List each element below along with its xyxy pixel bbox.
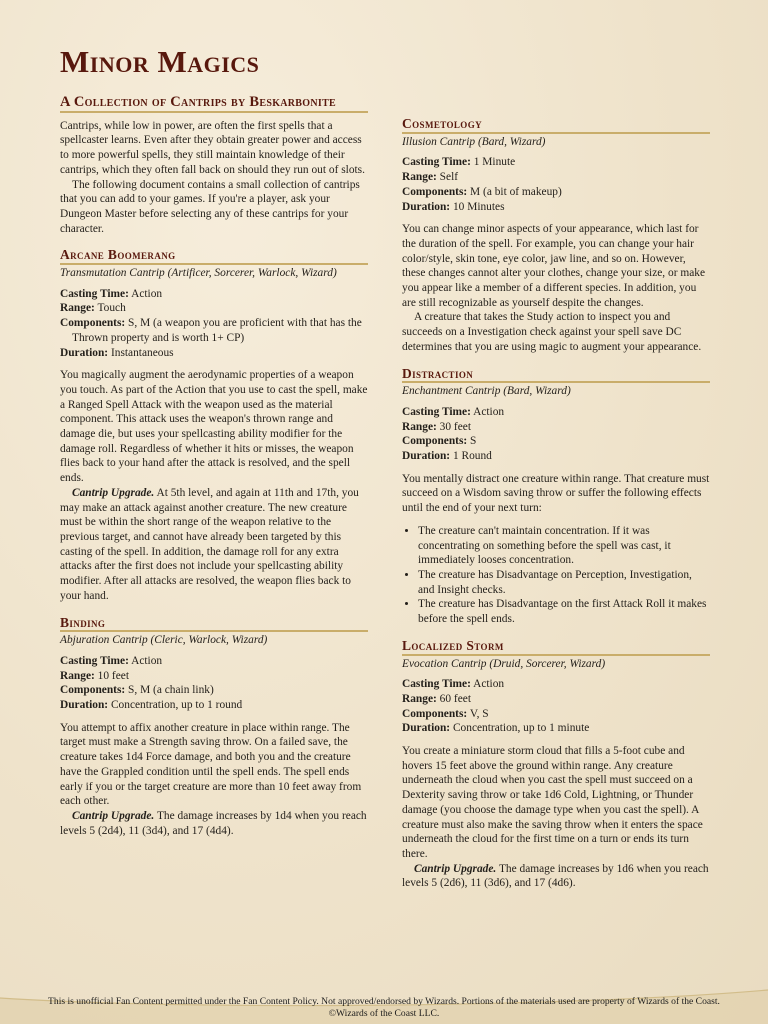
spell-name: Cosmetology xyxy=(402,117,710,134)
spell-name: Binding xyxy=(60,616,368,633)
casting-time-label: Casting Time: xyxy=(402,405,471,418)
left-column xyxy=(60,95,368,838)
spell-arcane-boomerang xyxy=(60,248,368,603)
range-value: 30 feet xyxy=(439,420,471,433)
range-value: 60 feet xyxy=(439,692,471,705)
casting-time-value: Action xyxy=(473,405,505,418)
components-label: Components: xyxy=(60,684,126,697)
spell-description: You can change minor aspects of your appearance, which last for the duration of the spell. For example, you can change your hair color/style, skin tone, eye color, jaw line, and so on. However, these changes cannot alter your clothes, change your size, or make you appear like a member of a different species. In addition, you are still recognizable as yourself despite the changes. xyxy=(402,223,705,309)
duration-value: Instantaneous xyxy=(110,346,174,359)
spell-name: Localized Storm xyxy=(402,639,710,656)
right-column xyxy=(402,117,710,891)
cantrip-upgrade-text: The damage increases by 1d4 when you reach levels 5 (2d4), 11 (3d4), and 17 (4d4). xyxy=(60,809,367,837)
duration-label: Duration: xyxy=(60,699,109,712)
components-label: Components: xyxy=(402,435,468,448)
legal-footer: This is unofficial Fan Content permitted under the Fan Content Policy. Not approved/endorsed by Wizards. Portions of the materials used are property of Wizards of the Coast. ©Wizards of the Coast LLC. xyxy=(48,996,720,1019)
cantrip-upgrade xyxy=(60,486,368,604)
casting-time-value: Action xyxy=(131,287,163,300)
duration-label: Duration: xyxy=(402,722,451,735)
spell-description: You attempt to affix another creature in place within range. The target must make a Strength saving throw. On a failed save, the creature takes 1d4 Force damage, and both you and the creature have the Grappled condition until the spell ends. The spell ends early if you or the target creature are more than 10 feet away from each other. xyxy=(60,721,362,808)
spell-school: Illusion Cantrip (Bard, Wizard) xyxy=(402,135,546,148)
range-label: Range: xyxy=(402,171,437,184)
spell-school: Abjuration Cantrip (Cleric, Warlock, Wizard) xyxy=(60,634,268,647)
duration-value: 10 Minutes xyxy=(452,200,505,213)
duration-value: 1 Round xyxy=(452,450,492,463)
casting-time-value: Action xyxy=(473,678,505,691)
casting-time-value: 1 Minute xyxy=(473,156,516,169)
duration-label: Duration: xyxy=(402,450,451,463)
list-item: • The creature has Disadvantage on Perception, Investigation, and Insight checks. xyxy=(418,568,710,597)
list-item: • The creature has Disadvantage on the first Attack Roll it makes before the spell ends. xyxy=(418,597,710,626)
effects-list xyxy=(402,524,710,627)
range-label: Range: xyxy=(60,302,95,315)
duration-value: Concentration, up to 1 minute xyxy=(452,722,590,735)
range-value: Self xyxy=(439,171,459,184)
document-subtitle: A Collection of Cantrips by Beskarbonite xyxy=(60,95,368,113)
spell-stats xyxy=(402,155,710,214)
cantrip-upgrade-label: Cantrip Upgrade. xyxy=(72,486,155,499)
casting-time-value: Action xyxy=(131,654,163,667)
casting-time-label: Casting Time: xyxy=(60,654,129,667)
casting-time-label: Casting Time: xyxy=(402,678,471,691)
cantrip-upgrade-text: At 5th level, and again at 11th and 17th, you may make an attack against another creature. The new creature must be within the short range of the weapon relative to the previous target, and cannot have already been targeted by this casting of the spell. In addition, the damage roll for any extra attacks after the first does not include your spellcasting ability modifier. After all attacks are resolved, the weapon flies back to your hand. xyxy=(60,486,359,602)
components-value: S xyxy=(470,435,477,448)
range-label: Range: xyxy=(60,669,95,682)
intro-paragraph: Cantrips, while low in power, are often the first spells that a spellcaster learns. Even after they obtain greater power and access to more powerful spells, they still maintain knowledge of their cantrips, which they often fall back on should they run out of slots. xyxy=(60,119,365,176)
spell-name: Arcane Boomerang xyxy=(60,248,368,265)
components-value: S, M (a chain link) xyxy=(128,684,214,697)
range-value: Touch xyxy=(97,302,126,315)
spell-name: Distraction xyxy=(402,367,710,384)
spell-stats xyxy=(60,654,368,713)
spell-binding xyxy=(60,616,368,839)
spell-localized-storm xyxy=(402,639,710,891)
components-value: V, S xyxy=(469,707,489,720)
spell-description: You magically augment the aerodynamic properties of a weapon you touch. As part of the Action that you use to cast the spell, make a Ranged Spell Attack with the weapon used as the material component. This attack uses the weapon's thrown range and damage die, but uses your spellcasting ability modifier for the damage roll. Regardless of whether it hits or misses, the weapon flies back to your hand after the attack is resolved, and the spell ends. xyxy=(60,369,368,485)
range-label: Range: xyxy=(402,420,437,433)
spell-school: Transmutation Cantrip (Artificer, Sorcerer, Warlock, Wizard) xyxy=(60,267,337,280)
spell-school: Enchantment Cantrip (Bard, Wizard) xyxy=(402,385,571,398)
duration-label: Duration: xyxy=(60,346,109,359)
components-value: S, M (a weapon you are proficient with that has the Thrown property and is worth 1+ CP) xyxy=(72,317,362,344)
cantrip-upgrade-text: The damage increases by 1d6 when you reach levels 5 (2d6), 11 (3d6), and 17 (4d6). xyxy=(402,862,709,890)
cantrip-upgrade xyxy=(60,809,368,838)
spell-description: You mentally distract one creature within range. That creature must succeed on a Wisdom saving throw or suffer the following effects until the end of your next turn: xyxy=(402,472,710,515)
spell-stats xyxy=(402,405,710,464)
casting-time-label: Casting Time: xyxy=(60,287,129,300)
components-label: Components: xyxy=(60,317,126,330)
cantrip-upgrade-label: Cantrip Upgrade. xyxy=(414,862,497,875)
spell-stats xyxy=(60,287,368,361)
duration-value: Concentration, up to 1 round xyxy=(110,699,243,712)
range-value: 10 feet xyxy=(97,669,129,682)
spell-distraction xyxy=(402,367,710,627)
spell-description: A creature that takes the Study action to inspect you and succeeds on a Investigation check against your spell save DC determines that you are using magic to augment your appearance. xyxy=(402,311,702,353)
spell-school: Evocation Cantrip (Druid, Sorcerer, Wizard) xyxy=(402,657,606,670)
components-value: M (a bit of makeup) xyxy=(470,185,562,198)
list-item: • The creature can't maintain concentration. If it was concentrating on something before the spell was cast, it immediately looses concentration. xyxy=(418,524,710,568)
intro-paragraph: The following document contains a small collection of cantrips that you can add to your games. If you're a player, ask your Dungeon Master before selecting any of these cantrips for your character. xyxy=(60,178,360,235)
spell-cosmetology xyxy=(402,117,710,355)
cantrip-upgrade xyxy=(402,862,710,891)
cantrip-upgrade-label: Cantrip Upgrade. xyxy=(72,809,155,822)
duration-label: Duration: xyxy=(402,200,451,213)
spell-description: You create a miniature storm cloud that fills a 5-foot cube and hovers 15 feet above the ground within range. Any creature underneath the cloud when you cast the spell must succeed on a Dexterity saving throw or take 1d6 Cold, Lightning, or Thunder damage (you choose the damage type when you cast the spell). A creature must also make the saving throw when it enters the space underneath the cloud for the first time on a turn or ends its turn there. xyxy=(402,745,703,860)
components-label: Components: xyxy=(402,707,468,720)
spell-stats xyxy=(402,677,710,736)
casting-time-label: Casting Time: xyxy=(402,156,471,169)
range-label: Range: xyxy=(402,692,437,705)
components-label: Components: xyxy=(402,185,468,198)
page-title: Minor Magics xyxy=(60,44,260,79)
